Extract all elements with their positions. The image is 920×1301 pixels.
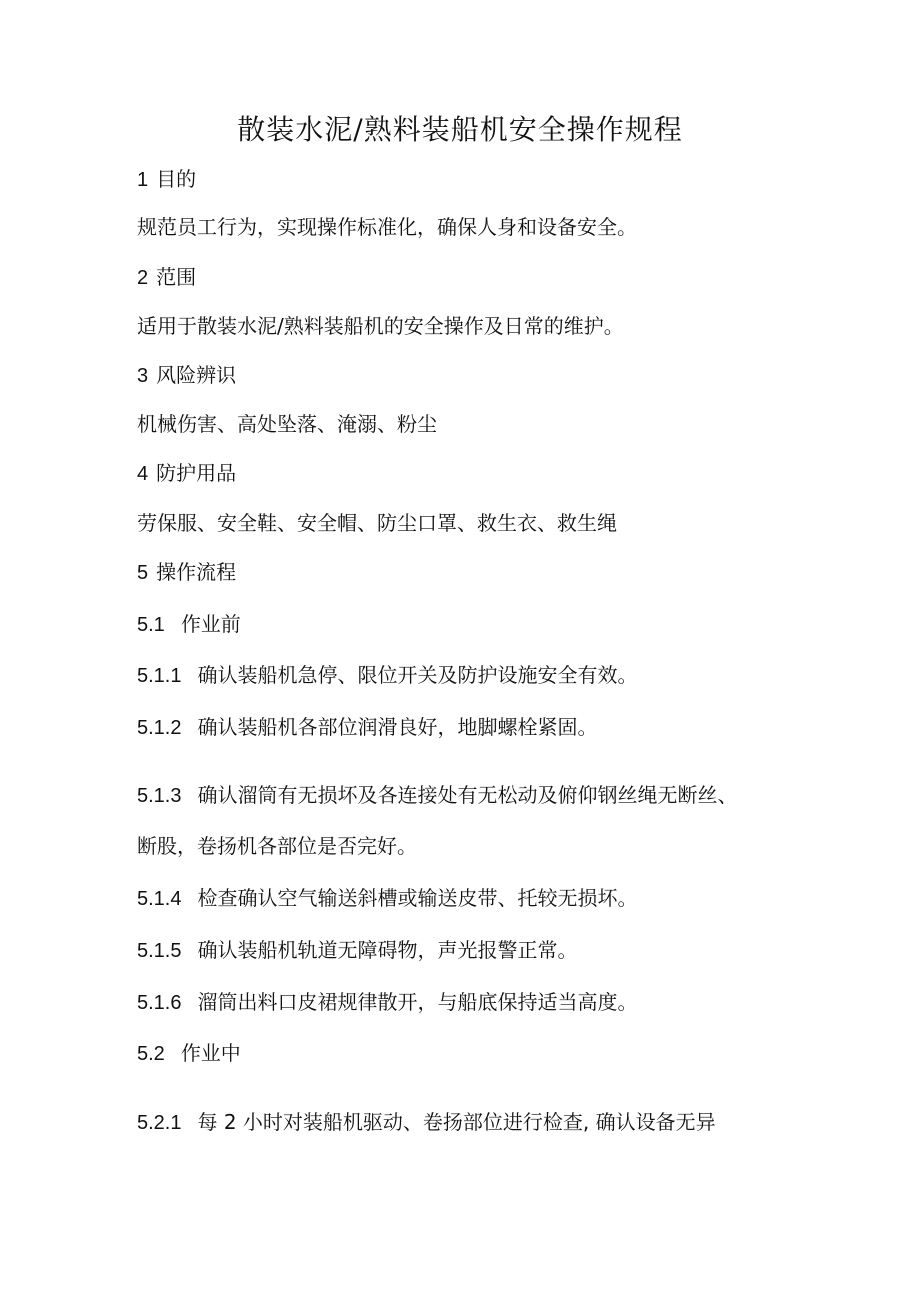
section-number: 5.2 <box>137 1043 165 1065</box>
item-number: 5.1.5 <box>137 940 182 962</box>
section-heading-risk <box>137 360 897 391</box>
paragraph-scope <box>137 311 897 341</box>
item-text: 断股，卷扬机各部位是否完好。 <box>137 834 417 858</box>
section-number: 4 <box>137 463 149 485</box>
document-title: 散装水泥/熟料装船机安全操作规程 <box>237 113 683 146</box>
section-text: 操作流程 <box>156 560 237 584</box>
section-number: 3 <box>137 365 149 387</box>
item-5-1-6 <box>137 987 897 1018</box>
item-text: 确认溜筒有无损坏及各连接处有无松动及俯仰钢丝绳无断丝、 <box>197 783 738 807</box>
section-text: 作业前 <box>180 612 241 636</box>
paragraph-text: 劳保服、安全鞋、安全帽、防尘口罩、救生衣、救生绳 <box>137 511 617 535</box>
section-number: 5 <box>137 562 149 584</box>
item-text: 确认装船机急停、限位开关及防护设施安全有效。 <box>197 663 638 687</box>
section-text: 作业中 <box>180 1041 241 1065</box>
paragraph-text: 机械伤害、高处坠落、淹溺、粉尘 <box>137 412 437 436</box>
section-number: 2 <box>137 267 149 289</box>
paragraph-text: 规范员工行为，实现操作标准化，确保人身和设备安全。 <box>137 215 637 239</box>
item-text: 每 2 小时对装船机驱动、卷扬部位进行检查, 确认设备无异 <box>197 1110 716 1134</box>
item-number: 5.1.3 <box>137 785 182 807</box>
section-text: 风险辨识 <box>156 363 237 387</box>
item-text: 确认装船机各部位润滑良好，地脚螺栓紧固。 <box>197 715 598 739</box>
section-text: 防护用品 <box>156 461 237 485</box>
item-5-2-1 <box>137 1107 897 1138</box>
section-heading-ppe <box>137 458 897 489</box>
item-number: 5.1.1 <box>137 665 182 687</box>
section-number: 1 <box>137 169 149 191</box>
item-5-1-3-continued <box>137 831 897 861</box>
item-number: 5.2.1 <box>137 1112 182 1134</box>
section-text: 范围 <box>156 265 197 289</box>
paragraph-ppe <box>137 508 897 538</box>
item-text: 溜筒出料口皮裙规律散开，与船底保持适当高度。 <box>197 990 638 1014</box>
item-number: 5.1.2 <box>137 717 182 739</box>
section-text: 目的 <box>156 167 197 191</box>
subsection-heading-before-work <box>137 609 897 640</box>
item-5-1-1 <box>137 660 897 691</box>
item-5-1-5 <box>137 935 897 966</box>
item-number: 5.1.6 <box>137 992 182 1014</box>
item-5-1-2 <box>137 712 897 743</box>
item-text: 检查确认空气输送斜槽或输送皮带、托较无损坏。 <box>197 886 638 910</box>
section-number: 5.1 <box>137 614 165 636</box>
item-number: 5.1.4 <box>137 888 182 910</box>
paragraph-text: 适用于散装水泥/熟料装船机的安全操作及日常的维护。 <box>137 314 624 338</box>
paragraph-purpose <box>137 212 897 242</box>
subsection-heading-during-work <box>137 1038 897 1069</box>
paragraph-risk <box>137 409 897 439</box>
section-heading-procedure <box>137 557 897 588</box>
section-heading-purpose <box>137 164 897 195</box>
item-5-1-3 <box>137 780 897 811</box>
item-5-1-4 <box>137 883 897 914</box>
section-heading-scope <box>137 262 897 293</box>
item-text: 确认装船机轨道无障碍物，声光报警正常。 <box>197 938 578 962</box>
